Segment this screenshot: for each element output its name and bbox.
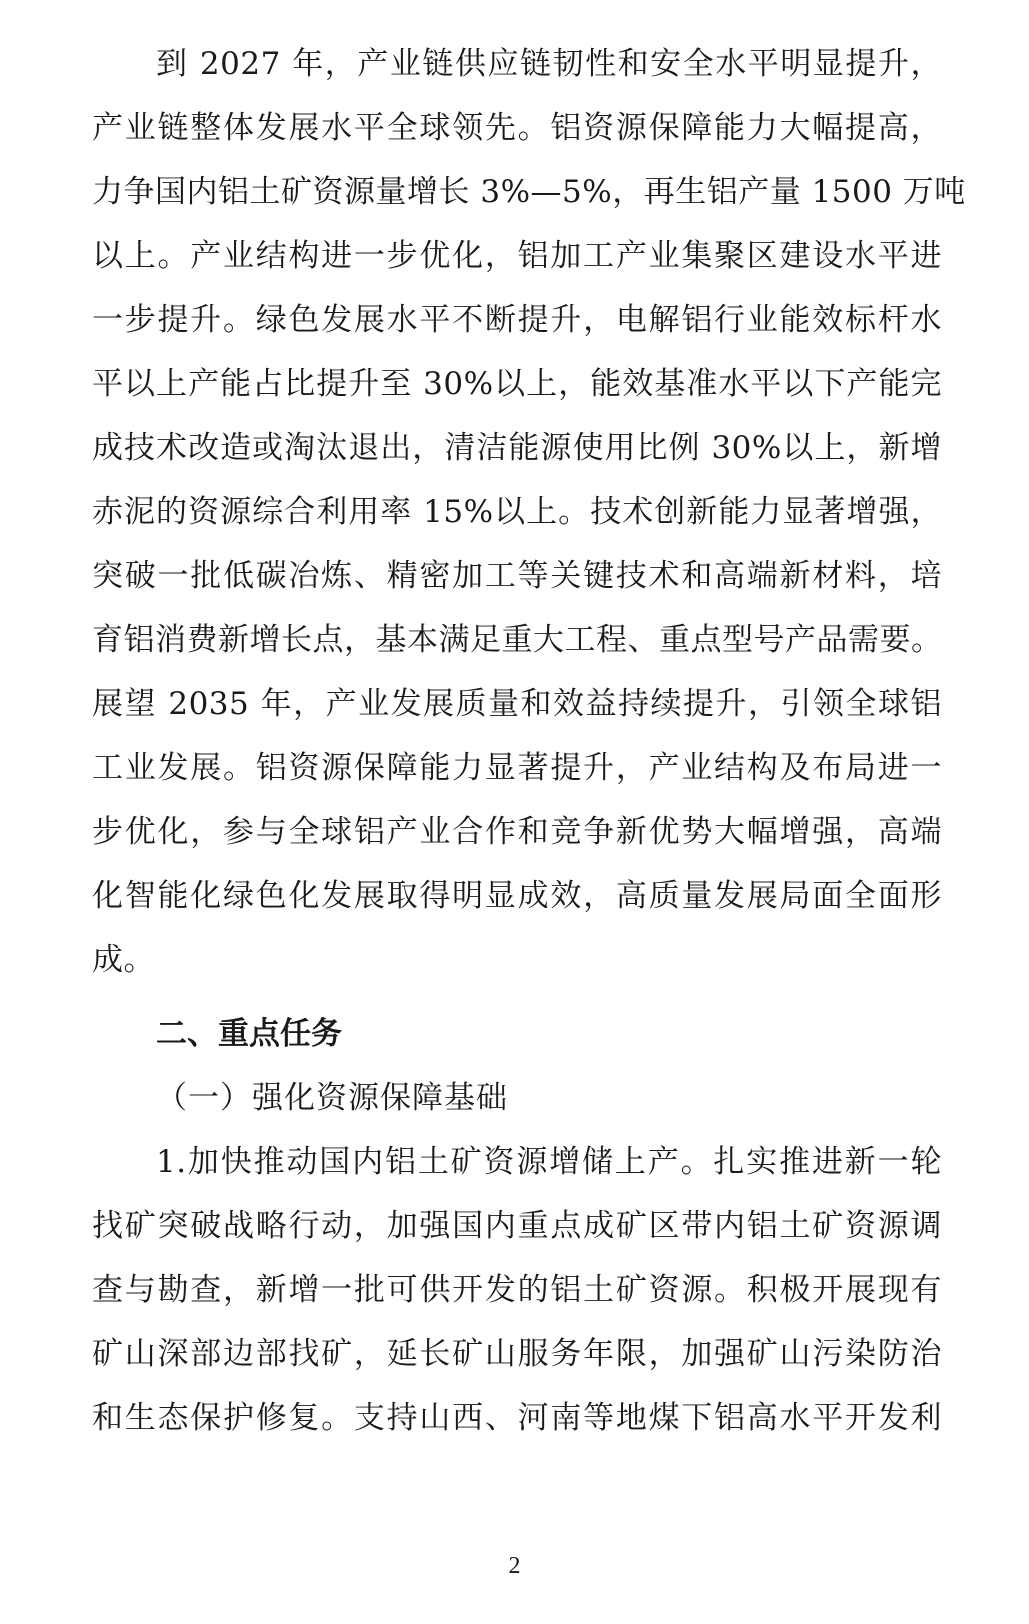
text-line: 育铝消费新增长点，基本满足重大工程、重点型号产品需要。 <box>92 622 943 658</box>
subsection-heading: （一）强化资源保障基础 <box>156 1080 508 1116</box>
text-line: 展望 2035 年，产业发展质量和效益持续提升，引领全球铝 <box>92 686 942 722</box>
section-heading: 二、重点任务 <box>156 1016 342 1052</box>
text-line: 一步提升。绿色发展水平不断提升，电解铝行业能效标杆水 <box>92 302 942 338</box>
page-number: 2 <box>508 1553 521 1579</box>
text-line: 赤泥的资源综合利用率 15%以上。技术创新能力显著增强， <box>92 494 942 530</box>
text-line: 力争国内铝土矿资源量增长 3%—5%，再生铝产量 1500 万吨 <box>92 174 966 210</box>
text-line: 到 2027 年，产业链供应链韧性和安全水平明显提升， <box>156 46 942 82</box>
text-line: 查与勘查，新增一批可供开发的铝土矿资源。积极开展现有 <box>92 1272 942 1308</box>
text-line: 产业链整体发展水平全球领先。铝资源保障能力大幅提高， <box>92 110 942 146</box>
text-line: 以上。产业结构进一步优化，铝加工产业集聚区建设水平进 <box>92 238 942 274</box>
text-line: 化智能化绿色化发展取得明显成效，高质量发展局面全面形 <box>92 878 942 914</box>
text-line: 和生态保护修复。支持山西、河南等地煤下铝高水平开发利 <box>92 1400 942 1436</box>
text-line: 平以上产能占比提升至 30%以上，能效基准水平以下产能完 <box>92 366 942 402</box>
text-line: 成技术改造或淘汰退出，清洁能源使用比例 30%以上，新增 <box>92 430 942 466</box>
text-line: 矿山深部边部找矿，延长矿山服务年限，加强矿山污染防治 <box>92 1336 942 1372</box>
text-line: 突破一批低碳冶炼、精密加工等关键技术和高端新材料，培 <box>92 558 942 594</box>
text-line: 找矿突破战略行动，加强国内重点成矿区带内铝土矿资源调 <box>92 1208 942 1244</box>
text-line: 步优化，参与全球铝产业合作和竞争新优势大幅增强，高端 <box>92 814 942 850</box>
text-line: 工业发展。铝资源保障能力显著提升，产业结构及布局进一 <box>92 750 942 786</box>
text-line: 成。 <box>92 942 155 978</box>
text-line: 1.加快推动国内铝土矿资源增储上产。扎实推进新一轮 <box>156 1144 942 1180</box>
